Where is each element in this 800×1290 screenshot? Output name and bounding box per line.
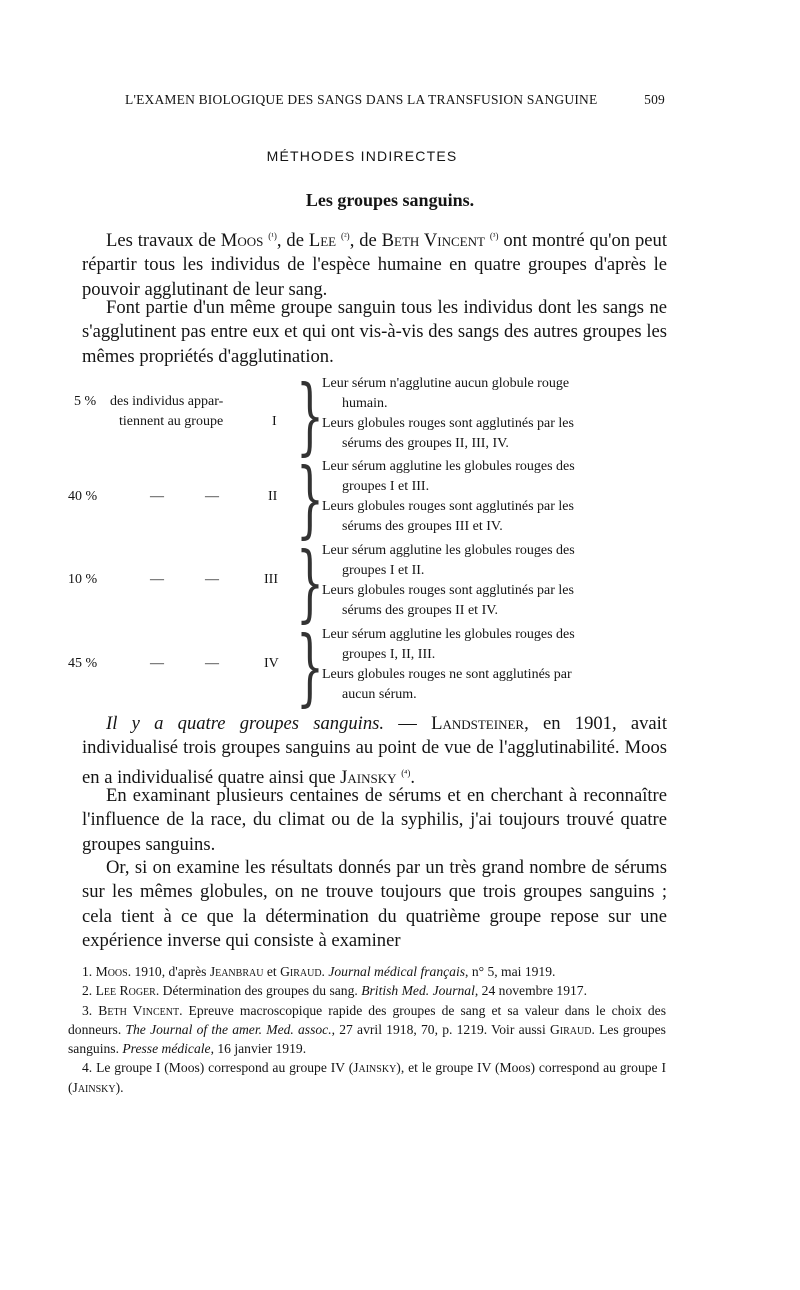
ditto-dash: — <box>205 489 219 504</box>
group-percent: 5 % <box>74 394 97 409</box>
brace-icon: } <box>296 368 324 466</box>
author-moos: Moos <box>220 230 264 252</box>
paragraph-3: Il y a quatre groupes sanguins. — Landsteiner, en 1901, avait individualisé trois groupes sanguins au point de vue de l'agglutinabilité. Moos en a individualisé quatre ainsi que Jainsky $^{(^4)}$. <box>82 713 667 788</box>
paragraph-4: En examinant plusieurs centaines de sérums et en cherchant à reconnaître l'influence de la race, du climat ou de la syphilis, j'ai toujours trouvé quatre groupes sanguins. <box>82 785 667 855</box>
author-vincent: Beth Vincent <box>381 230 485 252</box>
brace-icon: } <box>296 619 324 717</box>
ditto-dash: — <box>150 656 164 671</box>
ditto-dash: — <box>150 489 164 504</box>
footnote-ref[interactable]: (⁴) <box>401 767 411 778</box>
group-description: Leur sérum agglutine les globules rouges des groupes I, II, III. Leurs globules rouges ne sont agglutinés par aucun sérum. <box>322 627 575 702</box>
group-description: Leur sérum n'agglutine aucun globule rouge humain. Leurs globules rouges sont agglutinés par les sérums des groupes II, III, IV. <box>322 376 574 451</box>
group-label-line1: des individus appar- <box>110 394 224 409</box>
group-number: IV <box>264 656 279 671</box>
footnote-ref[interactable]: (²) <box>340 231 350 241</box>
group-description: Leur sérum agglutine les globules rouges des groupes I et III. Leurs globules rouges sont agglutinés par les sérums des groupes III et IV. <box>322 459 575 534</box>
paragraph-1: Les travaux de Moos $^{(^1)}$, de Lee $^{(^2)}$, de Beth Vincent $^{(^3)}$ ont montré qu'on peut répartir tous les individus de l'espèce humaine en quatre groupes d'après le pouvoir agglutinant de leur sang. <box>82 230 667 300</box>
group-description: Leur sérum agglutine les globules rouges des groupes I et II. Leurs globules rouges sont agglutinés par les sérums des groupes II et IV. <box>322 543 575 618</box>
footnote-ref[interactable]: (³) <box>489 231 499 241</box>
paragraph-5: Or, si on examine les résultats donnés par un très grand nombre de sérums sur les mêmes globules, on ne trouve toujours que trois groupes sanguins ; cela tient à ce que la détermination du quatrième groupe repose sur une expérience inverse qui consiste à examiner <box>82 857 667 951</box>
section-heading: MÉTHODES INDIRECTES <box>266 148 458 164</box>
author-jainsky: Jainsky <box>340 766 397 788</box>
emphasis: Il y a quatre groupes sanguins. <box>106 713 385 734</box>
ditto-dash: — <box>150 572 164 587</box>
subsection-heading: Les groupes sanguins. <box>305 190 475 210</box>
brace-icon: } <box>296 451 324 549</box>
ditto-dash: — <box>205 572 219 587</box>
ditto-dash: — <box>205 656 219 671</box>
footnote-ref[interactable]: (¹) <box>268 231 277 241</box>
footnotes <box>68 962 666 1097</box>
group-number: II <box>268 489 278 504</box>
author-lee: Lee <box>308 230 337 252</box>
footnote-3: 3. Beth Vincent. Epreuve macroscopique rapide des groupes de sang et sa valeur dans le choix des donneurs. The Journal of the amer. Med. assoc., 27 avril 1918, 70, p. 1219. Voir aussi Giraud. Les groupes sanguins. Presse médicale, 16 janvier 1919. <box>68 1002 667 1057</box>
author-landsteiner: Landsteiner <box>431 713 525 734</box>
group-number: I <box>272 414 277 429</box>
footnote-1: 1. Moos. 1910, d'après Jeanbrau et Giraud. Journal médical français, n° 5, mai 1919. <box>82 964 556 979</box>
group-label-line2: tiennent au groupe <box>119 414 224 429</box>
group-percent: 45 % <box>68 656 98 671</box>
brace-icon: } <box>296 535 324 633</box>
footnote-4: 4. Le groupe I (Moos) correspond au groupe IV (Jainsky), et le groupe IV (Moos) correspond au groupe I (Jainsky). <box>68 1060 666 1095</box>
running-title: L'EXAMEN BIOLOGIQUE DES SANGS DANS LA TRANSFUSION SANGUINE <box>125 92 598 107</box>
paragraph-2: Font partie d'un même groupe sanguin tous les individus dont les sangs ne s'agglutinent pas entre eux et qui ont vis-à-vis des sangs des autres groupes les mêmes propriétés d'agglutination. <box>82 297 667 367</box>
footnote-2: 2. Lee Roger. Détermination des groupes du sang. British Med. Journal, 24 novembre 1917. <box>82 983 587 999</box>
group-percent: 40 % <box>68 489 98 504</box>
group-percent: 10 % <box>68 572 98 587</box>
page-number: 509 <box>644 92 665 107</box>
group-number: III <box>264 572 278 587</box>
